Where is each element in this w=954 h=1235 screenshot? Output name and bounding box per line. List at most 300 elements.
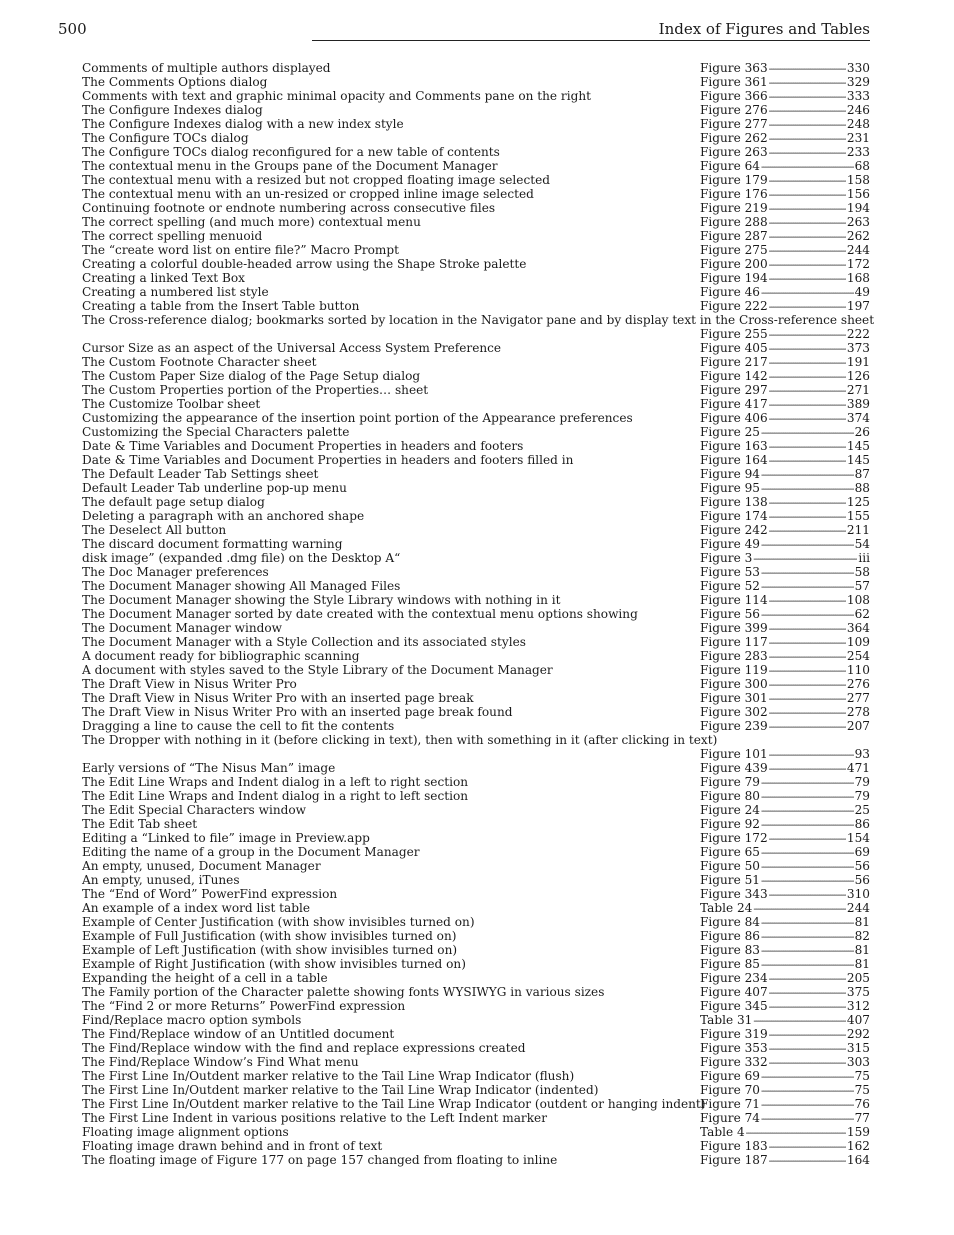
page-ref: 58	[854, 565, 870, 579]
entry-description: An empty, unused, Document Manager	[82, 859, 321, 873]
page-ref: 154	[846, 831, 870, 845]
entry-description: Early versions of “The Nisus Man” image	[82, 761, 336, 775]
index-entry	[82, 439, 870, 453]
index-entry	[82, 789, 870, 803]
entry-description: The “create word list on entire file?” Macro Prompt	[82, 243, 399, 257]
entry-description: The “End of Word” PowerFind expression	[82, 887, 338, 901]
page-ref: 54	[854, 537, 870, 551]
index-entry	[82, 621, 870, 635]
page-ref: 278	[846, 705, 870, 719]
entry-description: The First Line Indent in various positions relative to the Left Indent marker	[82, 1111, 547, 1125]
page-ref: 233	[846, 145, 870, 159]
index-entry	[82, 1055, 870, 1069]
index-entry	[82, 299, 870, 313]
entry-description: Floating image alignment options	[82, 1125, 289, 1139]
page-ref: 79	[854, 789, 870, 803]
figure-label: Figure 217	[700, 355, 768, 369]
figure-label: Figure 138	[700, 495, 768, 509]
header-rule	[312, 40, 870, 41]
index-entry	[82, 285, 870, 299]
figure-label: Figure 277	[700, 117, 768, 131]
page-ref: 231	[846, 131, 870, 145]
index-entry	[82, 313, 875, 327]
index-entry	[82, 915, 870, 929]
index-entry	[82, 89, 870, 103]
index-entry	[82, 257, 870, 271]
figure-label: Figure 114	[700, 593, 768, 607]
figure-label: Figure 194	[700, 271, 768, 285]
index-entry	[82, 873, 870, 887]
entry-description: Example of Right Justification (with show invisibles turned on)	[82, 957, 466, 971]
page-ref: 310	[846, 887, 870, 901]
page-ref: 62	[854, 607, 870, 621]
figure-label: Figure 187	[700, 1153, 768, 1167]
entry-description: A document with styles saved to the Style Library of the Document Manager	[82, 663, 553, 677]
figure-label: Figure 275	[700, 243, 768, 257]
index-entry	[82, 887, 870, 901]
figure-label: Figure 242	[700, 523, 768, 537]
page-ref: 145	[846, 439, 870, 453]
index-entry	[82, 159, 870, 173]
entry-description: Floating image drawn behind and in front of text	[82, 1139, 383, 1153]
figure-label: Figure 255	[700, 327, 768, 341]
figure-label: Figure 287	[700, 229, 768, 243]
figure-label: Figure 319	[700, 1027, 768, 1041]
page-ref: 312	[846, 999, 870, 1013]
figure-label: Figure 200	[700, 257, 768, 271]
entry-description: The Configure Indexes dialog	[82, 103, 263, 117]
figure-label: Figure 353	[700, 1041, 768, 1055]
page-ref: 276	[846, 677, 870, 691]
entry-description: A document ready for bibliographic scanning	[82, 649, 360, 663]
entry-description: The First Line In/Outdent marker relative to the Tail Line Wrap Indicator (outdent or hanging indent)	[82, 1097, 706, 1111]
page-ref: 57	[854, 579, 870, 593]
figure-label: Figure 49	[700, 537, 760, 551]
page-ref: 364	[846, 621, 870, 635]
entry-description: The contextual menu in the Groups pane of the Document Manager	[82, 159, 498, 173]
page-ref: 126	[846, 369, 870, 383]
entry-reference	[700, 1153, 870, 1169]
figure-label: Figure 297	[700, 383, 768, 397]
page-ref: 263	[846, 215, 870, 229]
index-entry	[82, 1097, 870, 1111]
figure-label: Figure 179	[700, 173, 768, 187]
entry-description: An example of a index word list table	[82, 901, 310, 915]
index-entry	[82, 635, 870, 649]
entry-description: Comments of multiple authors displayed	[82, 61, 331, 75]
index-entry	[82, 75, 870, 89]
index-entry	[82, 831, 870, 845]
page-ref: 81	[854, 915, 870, 929]
entry-description: Creating a linked Text Box	[82, 271, 245, 285]
figure-label: Figure 439	[700, 761, 768, 775]
index-entry	[82, 537, 870, 551]
entry-description: The Configure TOCs dialog	[82, 131, 249, 145]
figure-label: Figure 80	[700, 789, 760, 803]
entry-description: The correct spelling menuoid	[82, 229, 263, 243]
page-ref: 158	[846, 173, 870, 187]
entry-description: The Custom Footnote Character sheet	[82, 355, 317, 369]
index-entry	[82, 509, 870, 523]
index-entry	[82, 215, 870, 229]
entry-description: The Find/Replace window of an Untitled document	[82, 1027, 395, 1041]
page-ref: 315	[846, 1041, 870, 1055]
page-ref: 81	[854, 943, 870, 957]
entry-description: The floating image of Figure 177 on page 157 changed from floating to inline	[82, 1153, 558, 1167]
index-entry	[82, 565, 870, 579]
entry-description: The correct spelling (and much more) contextual menu	[82, 215, 421, 229]
entry-description: Date & Time Variables and Document Properties in headers and footers filled in	[82, 453, 574, 467]
figure-label: Figure 92	[700, 817, 760, 831]
index-entry	[82, 985, 870, 999]
page-ref: 26	[854, 425, 870, 439]
entry-description: Cursor Size as an aspect of the Universal Access System Preference	[82, 341, 502, 355]
index-entry	[82, 411, 870, 425]
index-entry	[82, 1069, 870, 1083]
figure-label: Figure 71	[700, 1097, 760, 1111]
index-entry	[82, 999, 870, 1013]
entry-description: The Edit Line Wraps and Indent dialog in a right to left section	[82, 789, 469, 803]
figure-label: Figure 74	[700, 1111, 760, 1125]
entry-description: Customizing the Special Characters palette	[82, 425, 350, 439]
index-entry	[82, 1139, 870, 1153]
index-entry	[82, 243, 870, 257]
page-ref: 303	[846, 1055, 870, 1069]
page-ref: 76	[854, 1097, 870, 1111]
index-entry	[82, 719, 870, 733]
index-entry	[82, 453, 870, 467]
entry-description: The Document Manager sorted by date created with the contextual menu options showing	[82, 607, 638, 621]
figure-label: Figure 176	[700, 187, 768, 201]
figure-label: Figure 117	[700, 635, 768, 649]
page-ref: 82	[854, 929, 870, 943]
entry-description: The Customize Toolbar sheet	[82, 397, 261, 411]
page-ref: 205	[846, 971, 870, 985]
page-ref: 333	[846, 89, 870, 103]
page-ref: 156	[846, 187, 870, 201]
page-ref: 172	[846, 257, 870, 271]
figure-label: Figure 343	[700, 887, 768, 901]
index-entry	[82, 187, 870, 201]
page-ref: 211	[846, 523, 870, 537]
page-ref: 168	[846, 271, 870, 285]
figure-label: Figure 283	[700, 649, 768, 663]
page-ref: 164	[846, 1153, 870, 1167]
index-entry	[82, 747, 870, 761]
entry-description: The Find/Replace window with the find and replace expressions created	[82, 1041, 526, 1055]
entry-description: Default Leader Tab underline pop-up menu	[82, 481, 347, 495]
page-ref: 330	[846, 61, 870, 75]
figure-label: Figure 86	[700, 929, 760, 943]
figure-label: Figure 234	[700, 971, 768, 985]
entry-description: The Edit Special Characters window	[82, 803, 306, 817]
entry-description: The discard document formatting warning	[82, 537, 343, 551]
entry-description: The Default Leader Tab Settings sheet	[82, 467, 319, 481]
page-ref: 248	[846, 117, 870, 131]
entry-description: The Draft View in Nisus Writer Pro	[82, 677, 297, 691]
figure-label: Figure 163	[700, 439, 768, 453]
page-ref: 407	[846, 1013, 870, 1027]
entry-description: Expanding the height of a cell in a table	[82, 971, 328, 985]
figure-label: Figure 172	[700, 831, 768, 845]
entry-description: The contextual menu with a resized but not cropped floating image selected	[82, 173, 550, 187]
page-ref: 471	[846, 761, 870, 775]
index-list	[82, 61, 875, 1167]
figure-label: Figure 142	[700, 369, 768, 383]
page-ref: 75	[854, 1083, 870, 1097]
figure-label: Figure 50	[700, 859, 760, 873]
page-ref: 162	[846, 1139, 870, 1153]
entry-description: The Family portion of the Character palette showing fonts WYSIWYG in various sizes	[82, 985, 605, 999]
index-entry	[82, 103, 870, 117]
page-ref: 56	[854, 859, 870, 873]
index-entry	[82, 229, 870, 243]
figure-label: Figure 407	[700, 985, 768, 999]
entry-description: The Custom Properties portion of the Properties… sheet	[82, 383, 429, 397]
index-entry	[82, 943, 870, 957]
entry-description: Date & Time Variables and Document Properties in headers and footers	[82, 439, 524, 453]
entry-description: The First Line In/Outdent marker relative to the Tail Line Wrap Indicator (indented)	[82, 1083, 599, 1097]
index-entry	[82, 551, 870, 565]
entry-description: The Edit Line Wraps and Indent dialog in a left to right section	[82, 775, 469, 789]
figure-label: Figure 69	[700, 1069, 760, 1083]
figure-label: Figure 302	[700, 705, 768, 719]
page-ref: 75	[854, 1069, 870, 1083]
index-entry	[82, 649, 870, 663]
entry-description: The Configure TOCs dialog reconfigured for a new table of contents	[82, 145, 500, 159]
figure-label: Figure 83	[700, 943, 760, 957]
entry-description: disk image” (expanded .dmg file) on the Desktop A“	[82, 551, 401, 565]
page-ref: 145	[846, 453, 870, 467]
page-ref: 207	[846, 719, 870, 733]
entry-description: The Document Manager with a Style Collection and its associated styles	[82, 635, 526, 649]
figure-label: Figure 399	[700, 621, 768, 635]
entry-description: Editing a “Linked to file” image in Preview.app	[82, 831, 370, 845]
page-ref: 77	[854, 1111, 870, 1125]
entry-description: An empty, unused, iTunes	[82, 873, 240, 887]
index-entry	[82, 481, 870, 495]
figure-label: Figure 361	[700, 75, 768, 89]
figure-label: Figure 46	[700, 285, 760, 299]
page-ref: 254	[846, 649, 870, 663]
entry-description: Continuing footnote or endnote numbering across consecutive files	[82, 201, 496, 215]
figure-label: Figure 222	[700, 299, 768, 313]
page-ref: 292	[846, 1027, 870, 1041]
entry-description: The Doc Manager preferences	[82, 565, 269, 579]
page-ref: 56	[854, 873, 870, 887]
entry-description: The Document Manager showing the Style Library windows with nothing in it	[82, 593, 561, 607]
entry-description: The Configure Indexes dialog with a new index style	[82, 117, 404, 131]
page-ref: 262	[846, 229, 870, 243]
index-entry	[82, 1083, 870, 1097]
index-entry	[82, 383, 870, 397]
page-ref: 244	[846, 901, 870, 915]
figure-label: Figure 56	[700, 607, 760, 621]
figure-label: Figure 345	[700, 999, 768, 1013]
page-ref: 159	[846, 1125, 870, 1139]
figure-label: Figure 79	[700, 775, 760, 789]
entry-description: Creating a table from the Insert Table button	[82, 299, 360, 313]
page-ref: 87	[854, 467, 870, 481]
index-entry	[82, 579, 870, 593]
page-ref: 375	[846, 985, 870, 999]
entry-description: Example of Center Justification (with show invisibles turned on)	[82, 915, 475, 929]
page-ref: 108	[846, 593, 870, 607]
entry-description: The Deselect All button	[82, 523, 227, 537]
page-ref: 277	[846, 691, 870, 705]
index-entry	[82, 761, 870, 775]
page-ref: 86	[854, 817, 870, 831]
entry-description: The default page setup dialog	[82, 495, 265, 509]
page-ref: 93	[854, 747, 870, 761]
figure-label: Figure 94	[700, 467, 760, 481]
figure-label: Figure 288	[700, 215, 768, 229]
figure-label: Figure 101	[700, 747, 768, 761]
figure-label: Figure 164	[700, 453, 768, 467]
figure-label: Figure 53	[700, 565, 760, 579]
entry-description: The Dropper with nothing in it (before clicking in text), then with something in it (after clicking in text)	[82, 733, 718, 747]
figure-label: Figure 95	[700, 481, 760, 495]
figure-label: Figure 417	[700, 397, 768, 411]
index-entry	[82, 355, 870, 369]
figure-label: Figure 85	[700, 957, 760, 971]
index-entry	[82, 1111, 870, 1125]
figure-label: Figure 70	[700, 1083, 760, 1097]
figure-label: Figure 262	[700, 131, 768, 145]
page-ref: 109	[846, 635, 870, 649]
index-entry	[82, 859, 870, 873]
entry-description: The contextual menu with an un-resized or cropped inline image selected	[82, 187, 534, 201]
entry-description: Customizing the appearance of the insertion point portion of the Appearance preferences	[82, 411, 633, 425]
figure-label: Figure 174	[700, 509, 768, 523]
index-entry	[82, 327, 870, 341]
figure-label: Table 4	[700, 1125, 745, 1139]
entry-description: The Document Manager showing All Managed Files	[82, 579, 401, 593]
index-entry	[82, 61, 870, 75]
figure-label: Table 24	[700, 901, 753, 915]
page-ref: 79	[854, 775, 870, 789]
entry-description: Creating a numbered list style	[82, 285, 269, 299]
figure-label: Figure 52	[700, 579, 760, 593]
index-entry	[82, 397, 870, 411]
dot-leader	[769, 1153, 846, 1169]
page-ref: 88	[854, 481, 870, 495]
index-entry	[82, 467, 870, 481]
index-entry	[82, 775, 870, 789]
page-ref: 25	[854, 803, 870, 817]
figure-label: Figure 84	[700, 915, 760, 929]
entry-description: Creating a colorful double-headed arrow using the Shape Stroke palette	[82, 257, 527, 271]
entry-description: The Custom Paper Size dialog of the Page Setup dialog	[82, 369, 421, 383]
entry-description: The Draft View in Nisus Writer Pro with an inserted page break	[82, 691, 474, 705]
figure-label: Figure 24	[700, 803, 760, 817]
page-ref: 125	[846, 495, 870, 509]
page-ref: iii	[858, 551, 870, 565]
figure-label: Table 31	[700, 1013, 753, 1027]
figure-label: Figure 65	[700, 845, 760, 859]
index-entry	[82, 341, 870, 355]
index-entry	[82, 929, 870, 943]
page-ref: 222	[846, 327, 870, 341]
index-entry	[82, 369, 870, 383]
figure-label: Figure 406	[700, 411, 768, 425]
entry-description: Editing the name of a group in the Document Manager	[82, 845, 420, 859]
figure-label: Figure 64	[700, 159, 760, 173]
entry-description: The First Line In/Outdent marker relative to the Tail Line Wrap Indicator (flush)	[82, 1069, 575, 1083]
entry-description: Example of Full Justification (with show invisibles turned on)	[82, 929, 457, 943]
index-entry	[82, 145, 870, 159]
index-entry	[82, 733, 870, 747]
index-entry	[82, 901, 870, 915]
figure-label: Figure 332	[700, 1055, 768, 1069]
page-ref: 194	[846, 201, 870, 215]
figure-label: Figure 405	[700, 341, 768, 355]
index-entry	[82, 677, 870, 691]
figure-label: Figure 3	[700, 551, 753, 565]
figure-label: Figure 219	[700, 201, 768, 215]
entry-description: Deleting a paragraph with an anchored shape	[82, 509, 365, 523]
index-entry	[82, 1013, 870, 1027]
index-entry	[82, 705, 870, 719]
page-ref: 49	[854, 285, 870, 299]
page-ref: 374	[846, 411, 870, 425]
figure-label: Figure 239	[700, 719, 768, 733]
entry-description: The Edit Tab sheet	[82, 817, 198, 831]
index-entry	[82, 1027, 870, 1041]
index-entry	[82, 173, 870, 187]
entry-description: Find/Replace macro option symbols	[82, 1013, 302, 1027]
page-ref: 197	[846, 299, 870, 313]
index-entry	[82, 1041, 870, 1055]
index-entry	[82, 691, 870, 705]
figure-label: Figure 301	[700, 691, 768, 705]
index-entry	[82, 971, 870, 985]
page-ref: 329	[846, 75, 870, 89]
index-entry	[82, 845, 870, 859]
entry-description: The Document Manager window	[82, 621, 283, 635]
page-ref: 246	[846, 103, 870, 117]
index-entry	[82, 131, 870, 145]
index-entry	[82, 1125, 870, 1139]
figure-label: Figure 366	[700, 89, 768, 103]
entry-description: Comments with text and graphic minimal opacity and Comments pane on the right	[82, 89, 591, 103]
page-number: 500	[58, 20, 87, 38]
page-ref: 389	[846, 397, 870, 411]
page-ref: 244	[846, 243, 870, 257]
page-ref: 110	[846, 663, 870, 677]
figure-label: Figure 183	[700, 1139, 768, 1153]
index-entry	[82, 663, 870, 677]
index-entry	[82, 117, 870, 131]
index-entry	[82, 1153, 870, 1167]
index-entry	[82, 803, 870, 817]
index-entry	[82, 957, 870, 971]
figure-label: Figure 276	[700, 103, 768, 117]
figure-label: Figure 300	[700, 677, 768, 691]
index-entry	[82, 817, 870, 831]
figure-label: Figure 25	[700, 425, 760, 439]
entry-description: The Cross-reference dialog; bookmarks sorted by location in the Navigator pane and by display text in the Cross-reference sheet	[82, 313, 875, 327]
page-ref: 191	[846, 355, 870, 369]
index-entry	[82, 607, 870, 621]
index-entry	[82, 593, 870, 607]
page-ref: 68	[854, 159, 870, 173]
figure-label: Figure 363	[700, 61, 768, 75]
index-entry	[82, 271, 870, 285]
page-ref: 81	[854, 957, 870, 971]
figure-label: Figure 51	[700, 873, 760, 887]
index-entry	[82, 523, 870, 537]
